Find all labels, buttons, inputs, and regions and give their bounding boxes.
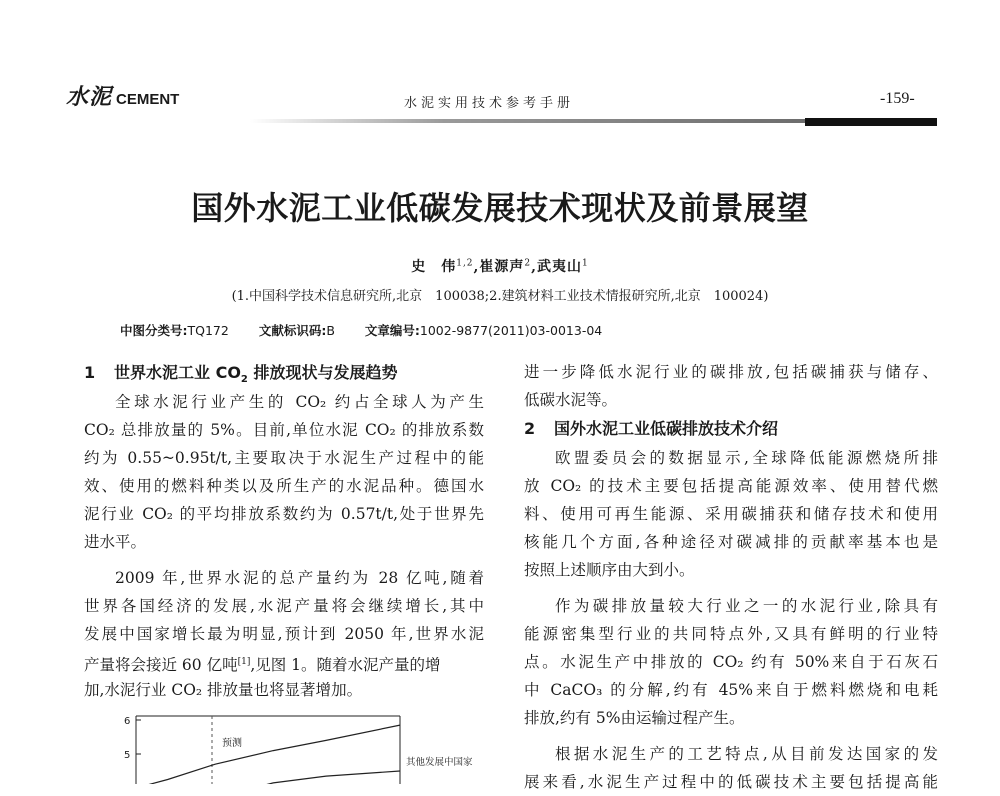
- paragraph-line: 按照上述顺序由大到小。: [524, 561, 695, 579]
- paragraph-line: 放 CO₂ 的技术主要包括提高能源效率、使用替代燃: [524, 477, 938, 495]
- doc-code-label: 文献标识码:: [258, 323, 327, 338]
- paragraph-line: 效、使用的燃料种类以及所生产的水泥品种。德国水: [84, 477, 484, 495]
- author-affiliation-mark: 1,2: [456, 258, 474, 269]
- paragraph-line: 发展中国家增长最为明显,预计到 2050 年,世界水泥: [84, 625, 484, 643]
- header-rule-bar: [805, 118, 937, 126]
- section-number: 2: [524, 419, 536, 438]
- author-line: [0, 256, 1000, 276]
- left-column: [84, 358, 484, 704]
- section-number: 1: [84, 363, 96, 382]
- series-label-other-developing: 其他发展中国家: [406, 757, 473, 768]
- article-number: [365, 323, 602, 338]
- article-meta: [120, 321, 628, 339]
- article-title: 国外水泥工业低碳发展技术现状及前景展望: [191, 189, 809, 227]
- heading-subscript: 2: [240, 374, 248, 386]
- header-rule-gradient: [250, 119, 805, 123]
- logo-en: CEMENT: [116, 91, 180, 108]
- series-line-1: [189, 771, 400, 784]
- author-name: 史 伟: [411, 259, 457, 275]
- paragraph-line: 能源密集型行业的共同特点外,又具有鲜明的行业特: [524, 625, 938, 643]
- clc-number: [120, 323, 229, 338]
- logo-cn: 水泥: [66, 84, 113, 110]
- series-line-0: [136, 725, 400, 784]
- paragraph-line: 约为 0.55~0.95t/t,主要取决于水泥生产过程中的能: [84, 449, 484, 467]
- author-separator: ,: [531, 259, 538, 275]
- citation-ref: [1]: [237, 657, 251, 667]
- author-separator: ,: [473, 259, 480, 275]
- section-1-heading: [84, 358, 484, 388]
- paragraph-line: 进水平。: [84, 533, 147, 551]
- forecast-annotation: 预测: [222, 738, 242, 749]
- journal-logo: [66, 80, 179, 111]
- paragraph-line: 料、使用可再生能源、采用碳捕获和储存技术和使用: [524, 505, 938, 523]
- paragraph-line: 点。水泥生产中排放的 CO₂ 约有 50%来自于石灰石: [524, 653, 938, 671]
- paragraph-line: 作为碳排放量较大行业之一的水泥行业,除具有: [555, 597, 938, 615]
- paragraph-line: 进一步降低水泥行业的碳排放,包括碳捕获与储存、: [524, 363, 938, 381]
- author-affiliation-mark: 1: [582, 258, 589, 269]
- paragraph-line: CO₂ 总排放量的 5%。目前,单位水泥 CO₂ 的排放系数: [84, 421, 484, 439]
- paragraph-line: 展来看,水泥生产过程中的低碳技术主要包括提高能: [524, 773, 938, 791]
- right-column: [524, 358, 938, 796]
- page-number: -159-: [880, 90, 915, 107]
- paragraph-line: 核能几个方面,各种途径对碳减排的贡献率基本也是: [524, 533, 938, 551]
- clc-label: 中图分类号:: [120, 323, 188, 338]
- paragraph-line: 世界各国经济的发展,水泥产量将会继续增长,其中: [84, 597, 484, 615]
- affiliations: (1.中国科学技术信息研究所,北京 100038;2.建筑材料工业技术情报研究所,北京 100024): [231, 289, 769, 304]
- y-tick-label: 6: [124, 716, 131, 727]
- running-head: 水泥实用技术参考手册: [404, 96, 575, 111]
- document-code: [259, 323, 335, 338]
- paragraph-line: 泥行业 CO₂ 的平均排放系数约为 0.57t/t,处于世界先: [84, 505, 484, 523]
- author-name: 崔源声: [479, 259, 525, 275]
- figure-1-chart: [100, 712, 500, 784]
- text-run: 产量将会接近 60 亿吨: [84, 656, 238, 675]
- heading-text: 世界水泥工业 CO: [114, 363, 241, 382]
- paragraph-line: 排放,约有 5%由运输过程产生。: [524, 709, 745, 727]
- heading-text: 排放现状与发展趋势: [247, 363, 398, 382]
- author-name: 武夷山: [537, 259, 583, 275]
- section-2-heading: [524, 414, 938, 444]
- paragraph-line: [84, 648, 484, 676]
- heading-text: 国外水泥工业低碳排放技术介绍: [554, 419, 779, 438]
- y-tick-label: 5: [124, 750, 131, 761]
- paragraph-line: 加,水泥行业 CO₂ 排放量也将显著增加。: [84, 681, 363, 699]
- paragraph-line: 欧盟委员会的数据显示,全球降低能源燃烧所排: [555, 449, 938, 467]
- paragraph-line: 根据水泥生产的工艺特点,从目前发达国家的发: [555, 745, 938, 763]
- doc-code-value: B: [326, 323, 335, 338]
- author-affiliation-mark: 2: [524, 258, 532, 269]
- text-run: ,见图 1。随着水泥产量的增: [250, 656, 441, 675]
- paragraph-line: 2009 年,世界水泥的总产量约为 28 亿吨,随着: [115, 569, 484, 587]
- clc-value: TQ172: [187, 323, 229, 338]
- paragraph-line: 低碳水泥等。: [524, 391, 618, 409]
- paragraph-line: 中 CaCO₃ 的分解,约有 45%来自于燃料燃烧和电耗: [524, 681, 938, 699]
- article-no-label: 文章编号:: [364, 323, 420, 338]
- paragraph-line: 全球水泥行业产生的 CO₂ 约占全球人为产生: [115, 393, 484, 411]
- article-no-value: 1002-9877(2011)03-0013-04: [419, 323, 603, 338]
